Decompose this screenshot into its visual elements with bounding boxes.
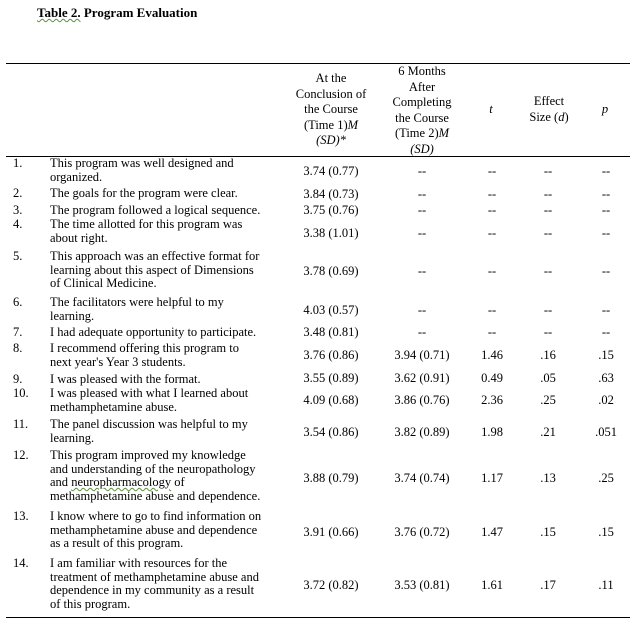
time1-value: 3.91 (0.66) — [303, 525, 359, 540]
row-number: 2. — [13, 186, 23, 200]
statement-line: learning. — [50, 430, 95, 445]
p-value: .25 — [598, 471, 614, 486]
time1-value: 3.74 (0.77) — [303, 164, 359, 179]
row-statement — [50, 218, 282, 245]
time1-value: 4.09 (0.68) — [303, 393, 359, 408]
statement-line: and neuropharmacology of — [50, 475, 185, 489]
header-time2: 6 Months After Completing the Course (Time 2)M (SD) — [392, 64, 452, 156]
statement-line: methamphetamine abuse and dependence — [50, 522, 258, 537]
row-statement — [50, 250, 282, 291]
time1-value: 3.88 (0.79) — [303, 471, 359, 486]
statement-line: of Clinical Medicine. — [50, 276, 157, 290]
p-value: -- — [601, 325, 611, 340]
row-number: 8. — [13, 341, 23, 355]
effect-size-value: .13 — [540, 471, 556, 486]
row-number: 5. — [13, 249, 23, 263]
time2-value: -- — [417, 226, 427, 241]
effect-size-value: -- — [543, 325, 553, 340]
statement-line: The facilitators were helpful to my — [50, 295, 224, 309]
header-t: t — [489, 102, 493, 116]
statement-line: This program was well designed and — [50, 156, 234, 170]
statement-line: treatment of methamphetamine abuse and — [50, 569, 259, 584]
effect-size-value: .25 — [540, 393, 556, 408]
statement-line: dependence in my community as a result — [50, 583, 255, 597]
statement-line: This program improved my knowledge — [50, 448, 246, 462]
t-value: -- — [487, 187, 497, 202]
row-statement — [50, 204, 282, 218]
row-number: 11. — [13, 417, 29, 431]
effect-size-value: -- — [543, 264, 553, 279]
time2-value: -- — [417, 325, 427, 340]
statement-line: of this program. — [50, 596, 131, 611]
table-title-number: Table 2. — [37, 5, 81, 20]
p-value: -- — [601, 164, 611, 179]
table-title-text: Program Evaluation — [80, 5, 198, 20]
effect-size-value: .21 — [540, 425, 556, 440]
t-value: 0.49 — [481, 371, 503, 386]
time1-value: 4.03 (0.57) — [303, 303, 359, 318]
statement-line: I am familiar with resources for the — [50, 556, 228, 570]
row-number: 4. — [13, 217, 23, 231]
time2-value: -- — [417, 264, 427, 279]
time1-value: 3.78 (0.69) — [303, 264, 359, 279]
row-statement — [50, 342, 282, 369]
time2-value: -- — [417, 164, 427, 179]
statement-line: methamphetamine abuse and dependence. — [50, 488, 261, 503]
row-statement — [50, 387, 282, 414]
time2-value: 3.62 (0.91) — [394, 371, 450, 386]
p-value: .63 — [598, 371, 614, 386]
p-value: .02 — [598, 393, 614, 408]
header-effect-size: Effect Size (d) — [529, 94, 569, 124]
statement-line: I had adequate opportunity to participate. — [50, 325, 257, 339]
t-value: 1.98 — [481, 425, 503, 440]
time2-value: 3.86 (0.76) — [394, 393, 450, 408]
row-number: 1. — [13, 156, 23, 170]
t-value: -- — [487, 264, 497, 279]
t-value: -- — [487, 164, 497, 179]
row-number: 6. — [13, 295, 23, 309]
time1-value: 3.76 (0.86) — [303, 348, 359, 363]
effect-size-value: .16 — [540, 348, 556, 363]
time2-value: 3.53 (0.81) — [394, 578, 450, 593]
effect-size-value: -- — [543, 187, 553, 202]
time1-value: 3.54 (0.86) — [303, 425, 359, 440]
statement-line: The goals for the program were clear. — [50, 186, 238, 200]
row-statement — [50, 296, 282, 323]
row-statement — [50, 187, 282, 201]
time2-value: 3.94 (0.71) — [394, 348, 450, 363]
p-value: .15 — [598, 525, 614, 540]
statement-line: about right. — [50, 230, 108, 245]
p-value: -- — [601, 187, 611, 202]
statement-line: as a result of this program. — [50, 536, 184, 550]
time2-value: -- — [417, 203, 427, 218]
row-statement — [50, 418, 282, 445]
time1-value: 3.38 (1.01) — [303, 226, 359, 241]
t-value: -- — [487, 325, 497, 340]
row-statement — [50, 373, 282, 387]
t-value: -- — [487, 303, 497, 318]
statement-line: The time allotted for this program was — [50, 217, 243, 231]
effect-size-value: -- — [543, 303, 553, 318]
time2-value: 3.82 (0.89) — [394, 425, 450, 440]
statement-line: I recommend offering this program to — [50, 341, 239, 355]
row-number: 10. — [13, 386, 29, 400]
effect-size-value: -- — [543, 226, 553, 241]
t-value: 1.47 — [481, 525, 503, 540]
time1-value: 3.72 (0.82) — [303, 578, 359, 593]
header-time1: At the Conclusion of the Course (Time 1)M (SD)* — [295, 71, 367, 147]
time2-value: -- — [417, 187, 427, 202]
t-value: -- — [487, 203, 497, 218]
statement-line: learning. — [50, 308, 95, 323]
statement-line: The program followed a logical sequence. — [50, 203, 261, 217]
p-value: .15 — [598, 348, 614, 363]
p-value: -- — [601, 226, 611, 241]
row-number: 14. — [13, 556, 29, 570]
row-number: 3. — [13, 203, 23, 217]
effect-size-value: .05 — [540, 371, 556, 386]
header-p: p — [601, 102, 609, 116]
p-value: .051 — [595, 425, 617, 440]
statement-line: next year's Year 3 students. — [50, 354, 186, 369]
effect-size-value: -- — [543, 164, 553, 179]
table-title — [37, 5, 197, 21]
t-value: 1.17 — [481, 471, 503, 486]
statement-line: and understanding of the neuropathology — [50, 461, 256, 476]
t-value: 1.61 — [481, 578, 503, 593]
time1-value: 3.48 (0.81) — [303, 325, 359, 340]
p-value: -- — [601, 203, 611, 218]
statement-line: I was pleased with what I learned about — [50, 386, 249, 400]
p-value: -- — [601, 303, 611, 318]
effect-size-value: .17 — [540, 578, 556, 593]
row-number: 12. — [13, 448, 29, 462]
table-bottom-rule — [6, 617, 630, 618]
statement-line: I know where to go to find information on — [50, 509, 262, 523]
t-value: 2.36 — [481, 393, 503, 408]
time2-value: 3.76 (0.72) — [394, 525, 450, 540]
time1-value: 3.55 (0.89) — [303, 371, 359, 386]
statement-line: methamphetamine abuse. — [50, 399, 178, 414]
t-value: 1.46 — [481, 348, 503, 363]
time1-value: 3.75 (0.76) — [303, 203, 359, 218]
row-number: 9. — [13, 372, 23, 386]
time1-value: 3.84 (0.73) — [303, 187, 359, 202]
effect-size-value: -- — [543, 203, 553, 218]
t-value: -- — [487, 226, 497, 241]
statement-line: I was pleased with the format. — [50, 372, 201, 386]
statement-line: learning about this aspect of Dimensions — [50, 262, 254, 277]
row-statement — [50, 326, 282, 340]
p-value: .11 — [598, 578, 614, 593]
p-value: -- — [601, 264, 611, 279]
effect-size-value: .15 — [540, 525, 556, 540]
row-statement — [50, 157, 282, 184]
row-statement — [50, 510, 282, 551]
row-number: 7. — [13, 325, 23, 339]
row-number: 13. — [13, 509, 29, 523]
time2-value: 3.74 (0.74) — [394, 471, 450, 486]
row-statement — [50, 557, 282, 611]
statement-line: organized. — [50, 169, 103, 184]
row-statement — [50, 449, 282, 503]
statement-line: The panel discussion was helpful to my — [50, 417, 248, 431]
table-top-rule — [6, 63, 630, 64]
statement-line: This approach was an effective format for — [50, 249, 260, 263]
time2-value: -- — [417, 303, 427, 318]
